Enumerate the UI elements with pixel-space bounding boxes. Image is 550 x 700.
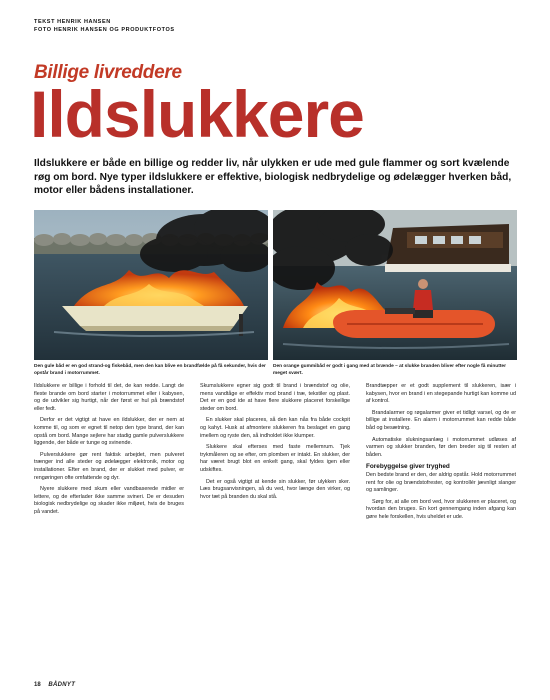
article-kicker: Billige livreddere (34, 62, 182, 83)
byline-photo: FOTO HENRIK HANSEN OG PRODUKTFOTOS (34, 27, 175, 33)
subheading: Forebyggelse giver tryghed (366, 463, 450, 471)
magazine-name: BÅDNYT (48, 682, 76, 688)
photo-caption-left: Den gule båd er en god strand-og fiskebåd, men den kan blive en brandfælde på få sekunder, hvis der opstår brand i motorrummet. (34, 364, 266, 376)
page-number: 18 (34, 682, 41, 688)
photo-burning-dinghy (273, 210, 517, 360)
photo-caption-right: Den orange gummibåd er godt i gang med at brænde – at slukke branden bliver efter nogle få minutter meget svært. (273, 364, 506, 376)
article-lead: Ildslukkere er både en billige og redder liv, når ulykken er ude med gule flammer og sort kvælende røg om bord. Nye typer ildslukkere er effektive, biologisk nedbrydelige og ødelægger hverken båd, motor eller bådens installationer. (34, 158, 512, 196)
body-column-2 (200, 383, 350, 505)
paragraph: Slukkere skal efterses med faste mellemrum. Tjek trykmåleren og se efter, om plomben er intakt. En slukker, der har været brugt blot en enkelt gang, skal fyldes igen eller udskiftes. (200, 444, 350, 473)
article-headline: Ildslukkere (30, 77, 364, 151)
paragraph: En slukker skal placeres, så den kan nås fra både cockpit og kahyt. Husk at afmontere slukkeren fra beslaget en gang imellem og ryste den, så indholdet ikke klumper. (200, 417, 350, 439)
photo-burning-boat (34, 210, 268, 360)
paragraph: Sørg for, at alle om bord ved, hvor slukkeren er placeret, og hvordan den bruges. En kort gennemgang inden afgang kan gøre hele forskellen, hvis uheldet er ude. (366, 498, 516, 520)
paragraph: Pulverslukkere gør rent faktisk arbejdet, men pulveret trænger ind alle steder og ødelægger elektronik, motor og installationer. Efter en brand, der er slukket med pulver, er rengøringen ofte omfattende og dyr. (34, 451, 184, 481)
byline-text: TEKST HENRIK HANSEN (34, 19, 111, 25)
paragraph: Ildslukkere er billige i forhold til det, de kan redde. Langt de fleste brande om bord starter i motorrummet eller i kabysen, og de udvikler sig hurtigt, når der først er hul på brændstof eller fedt. (34, 383, 184, 412)
paragraph: Skumslukkere egner sig godt til brand i brændstof og olie, mens vandtåge er effektiv mod brand i træ, tekstiler og plast. Det er en god ide at have flere slukkere placeret forskellige steder om bord. (200, 383, 350, 412)
paragraph: Brandalarmer og røgalarmer giver et tidligt varsel, og de er billige at installere. En alarm i motorrummet kan redde både båd og besætning. (366, 409, 516, 431)
paragraph: Automatiske slukningsanlæg i motorrummet udløses af varmen og slukker branden, før den breder sig til resten af båden. (366, 436, 516, 458)
paragraph: Den bedste brand er den, der aldrig opstår. Hold motorrummet rent for olie og brændstofrester, og kontrollér jævnligt slanger og samlinger. (366, 471, 516, 494)
page-footer (34, 682, 75, 688)
paragraph: Brandtæpper er et godt supplement til slukkeren, især i kabysen, hvor en brand i en stegepande hurtigt kan komme ud af kontrol. (366, 383, 516, 405)
paragraph: Nyere slukkere med skum eller vandbaserede midler er lettere, og de efterlader ikke samme svineri. De er desuden biologisk nedbrydelige og skader ikke miljøet, hvis de bruges på vandet. (34, 486, 184, 515)
paragraph: Derfor er det vigtigt at have en ildslukker, der er nem at komme til, og som er egnet til netop den type brand, der kan opstå om bord. Mange sejlere har stadig gamle pulverslukkere liggende, der både er tunge og svinende. (34, 417, 184, 447)
paragraph: Det er også vigtigt at kende sin slukker, før ulykken sker. Læs brugsanvisningen, så du ved, hvor længe den virker, og hvor tæt på branden du skal stå. (200, 478, 350, 500)
byline (34, 18, 175, 34)
body-column-3 (366, 383, 516, 526)
body-column-1 (34, 383, 184, 521)
